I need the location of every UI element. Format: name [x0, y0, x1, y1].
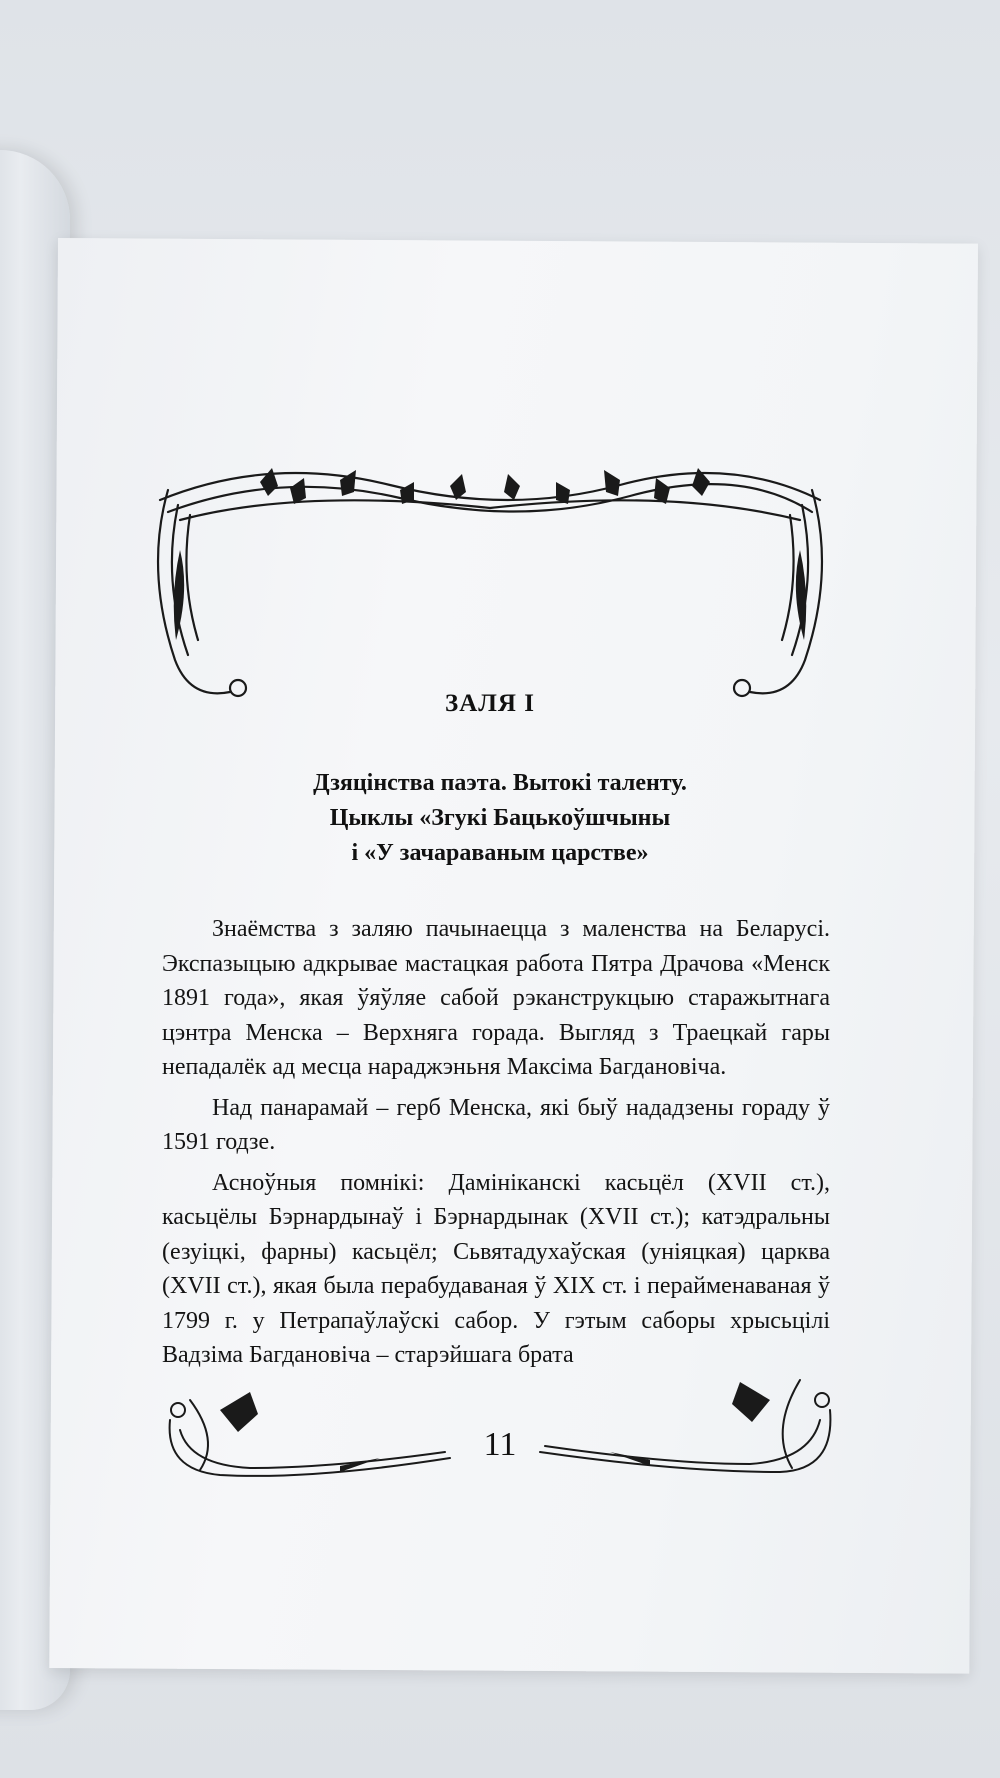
hall-subtitle	[200, 766, 800, 871]
page-number: 11	[483, 1426, 517, 1463]
subtitle-line-1: Дзяцінства паэта. Вытокі таленту.	[313, 770, 687, 796]
subtitle-line-3: і «У зачараваным царстве»	[351, 840, 649, 866]
subtitle-line-2: Цыклы «Згукі Бацькоўшчыны	[329, 805, 671, 831]
paragraph-3: Асноўныя помнікі: Дамініканскі касьцёл (XVII ст.), касьцёлы Бэрнардынаў і Бэрнардынак (XVII ст.); катэдральны (езуіцкі, фарны) касьцёл; Сьвятадухаўская (уніяцкая) царква (XVII ст.), якая была перабудаваная ў XIX ст. і перайменаваная ў 1799 г. у Петрапаўлаўскі сабор. У гэтым саборы хрысьцілі Вадзіма Багдановіча – старэйшага брата	[162, 1169, 830, 1368]
lily-flourish-right-icon	[530, 1360, 840, 1500]
paragraph-2: Над панарамай – герб Менска, які быў нададзены гораду ў 1591 годзе.	[162, 1094, 830, 1155]
lily-flourish-left-icon	[160, 1380, 460, 1500]
lily-frame-icon	[150, 460, 830, 710]
paragraph-1: Знаёмства з заляю пачынаецца з маленства на Беларусі. Экспазыцыю адкрывае мастацкая работа Пятра Драчова «Менск 1891 года», якая ўяўляе сабой рэканструкцыю старажытнага цэнтра Менска – Верхняга горада. Выгляд з Траецкай гары непадалёк ад месца нараджэньня Максіма Багдановіча.	[162, 916, 830, 1080]
body-text	[162, 912, 830, 1379]
hall-title: ЗАЛЯ І	[445, 690, 535, 717]
